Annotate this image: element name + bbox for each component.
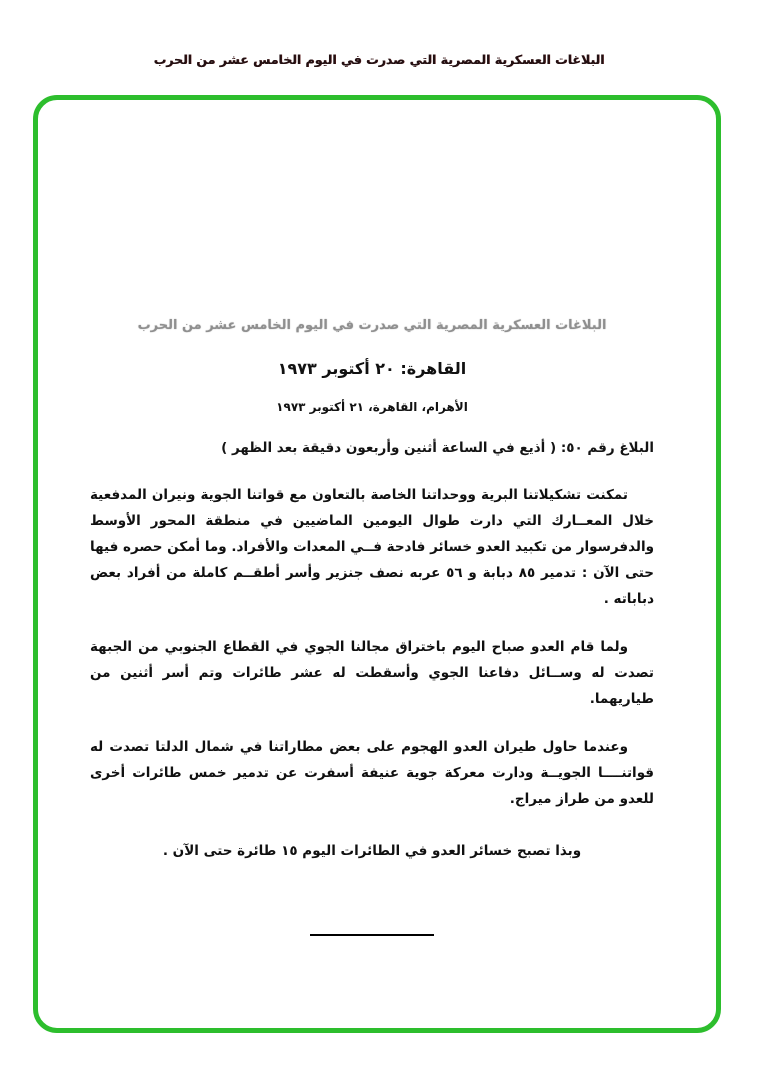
paragraph-4: وبذا تصبح خسائر العدو في الطائرات اليوم ١٥ طائرة حتى الآن . (162, 843, 582, 859)
divider-line (310, 934, 434, 936)
bulletin-number-header: البلاغ رقم ٥٠: ( أذيع في الساعة أثنين وأربعون دقيقة بعد الظهر ) (221, 440, 654, 456)
page-header-title: البلاغات العسكرية المصرية التي صدرت في اليوم الخامس عشر من الحرب (153, 52, 605, 67)
document-dateline: القاهرة: ٢٠ أكتوبر ١٩٧٣ (277, 359, 467, 378)
paragraph-1: تمكنت تشكيلاتنا البرية ووحداتنا الخاصة بالتعاون مع قواتنا الجوية ونيران المدفعية خلال المعــارك التي دارت طوال اليومين الماضيين في منطقة المحور الأوسط والدفرسوار من تكبيد العدو خسائر فادحة فــي المعدات والأفراد. وما أمكن حصره فيها حتى الآن : تدمير ٨٥ دبابة و ٥٦ عربه نصف جنزير وأسر أطقــم كاملة من أفراد بعض دباباته . (90, 487, 654, 607)
document-content (38, 100, 716, 1028)
paragraph-3: وعندما حاول طيران العدو الهجوم على بعض مطاراتنا في شمال الدلتا تصدت له قواتنــــا الجويــة ودارت معركة جوية عنيفة أسفرت عن تدمير خمس طائرات أخرى للعدو من طراز ميراج. (90, 739, 654, 807)
document-source-line: الأهرام، القاهرة، ٢١ أكتوبر ١٩٧٣ (276, 400, 468, 414)
paragraph-2: ولما قام العدو صباح اليوم باختراق مجالنا الجوي في القطاع الجنوبي من الجبهة تصدت له وســائل دفاعنا الجوي وأسقطت له عشر طائرات وتم أسر أثنين من طياريهما. (90, 639, 654, 707)
document-frame (33, 95, 721, 1033)
document-watermark-title: البلاغات العسكرية المصرية التي صدرت في اليوم الخامس عشر من الحرب (137, 318, 607, 333)
